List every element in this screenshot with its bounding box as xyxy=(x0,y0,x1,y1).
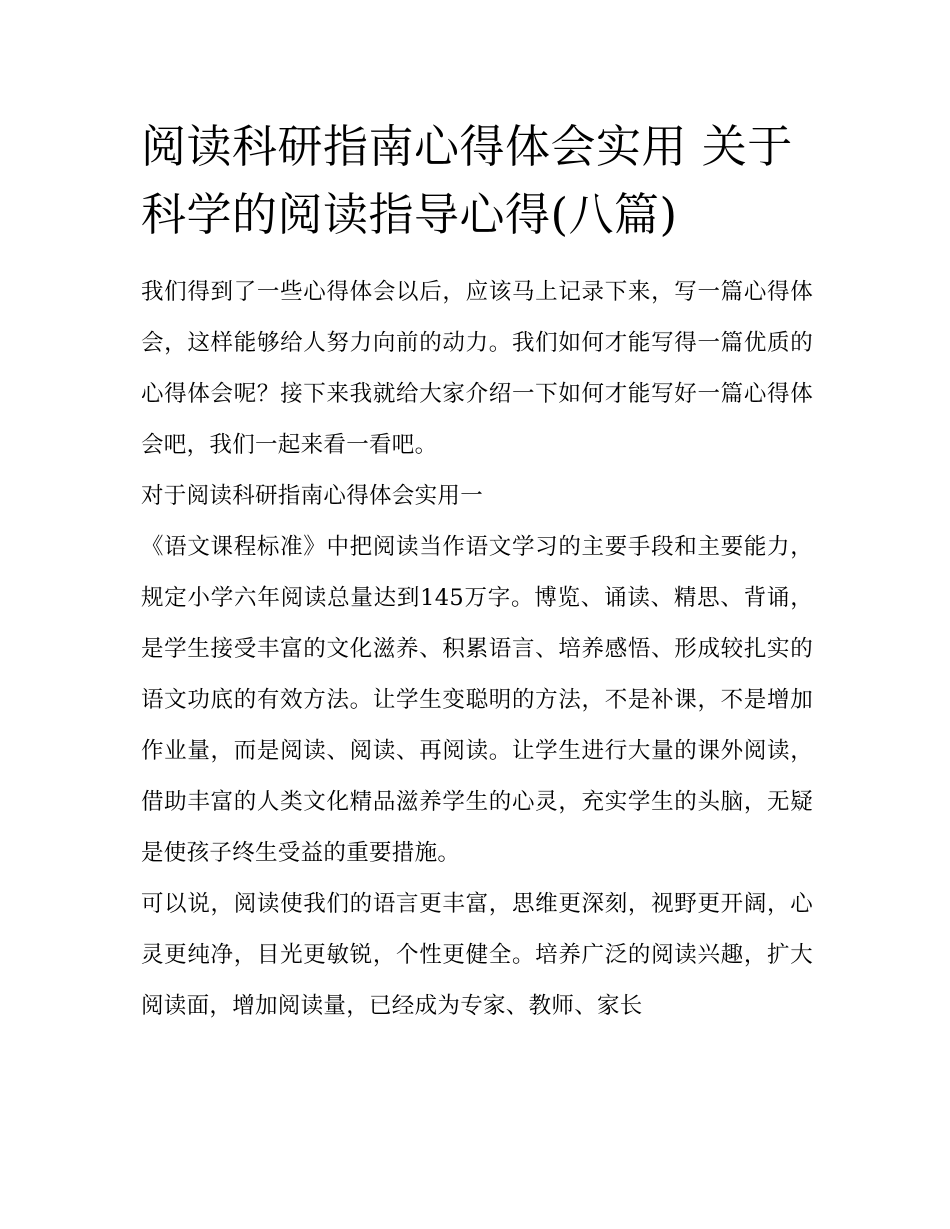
intro-paragraph: 我们得到了一些心得体会以后，应该马上记录下来，写一篇心得体会，这样能够给人努力向前的动力。我们如何才能写得一篇优质的心得体会呢？接下来我就给大家介绍一下如何才能写好一篇心得体会吧，我们一起来看一看吧。 xyxy=(141,279,813,458)
body-paragraph: 《语文课程标准》中把阅读当作语文学习的主要手段和主要能力，规定小学六年阅读总量达到145万字。博览、诵读、精思、背诵，是学生接受丰富的文化滋养、积累语言、培养感悟、形成较扎实的语文功底的有效方法。让学生变聪明的方法，不是补课，不是增加作业量，而是阅读、阅读、再阅读。让学生进行大量的课外阅读，借助丰富的人类文化精品滋养学生的心灵，充实学生的头脑，无疑是使孩子终生受益的重要措施。 xyxy=(141,534,813,866)
body-paragraph: 可以说，阅读使我们的语言更丰富，思维更深刻，视野更开阔，心灵更纯净，目光更敏锐，个性更健全。培养广泛的阅读兴趣，扩大阅读面，增加阅读量，已经成为专家、教师、家长 xyxy=(141,891,813,1019)
section-heading: 对于阅读科研指南心得体会实用一 xyxy=(141,483,484,509)
document-title: 阅读科研指南心得体会实用 关于科学的阅读指导心得(八篇) xyxy=(141,120,793,241)
document-content xyxy=(141,113,813,1032)
title-spacer xyxy=(141,249,813,267)
